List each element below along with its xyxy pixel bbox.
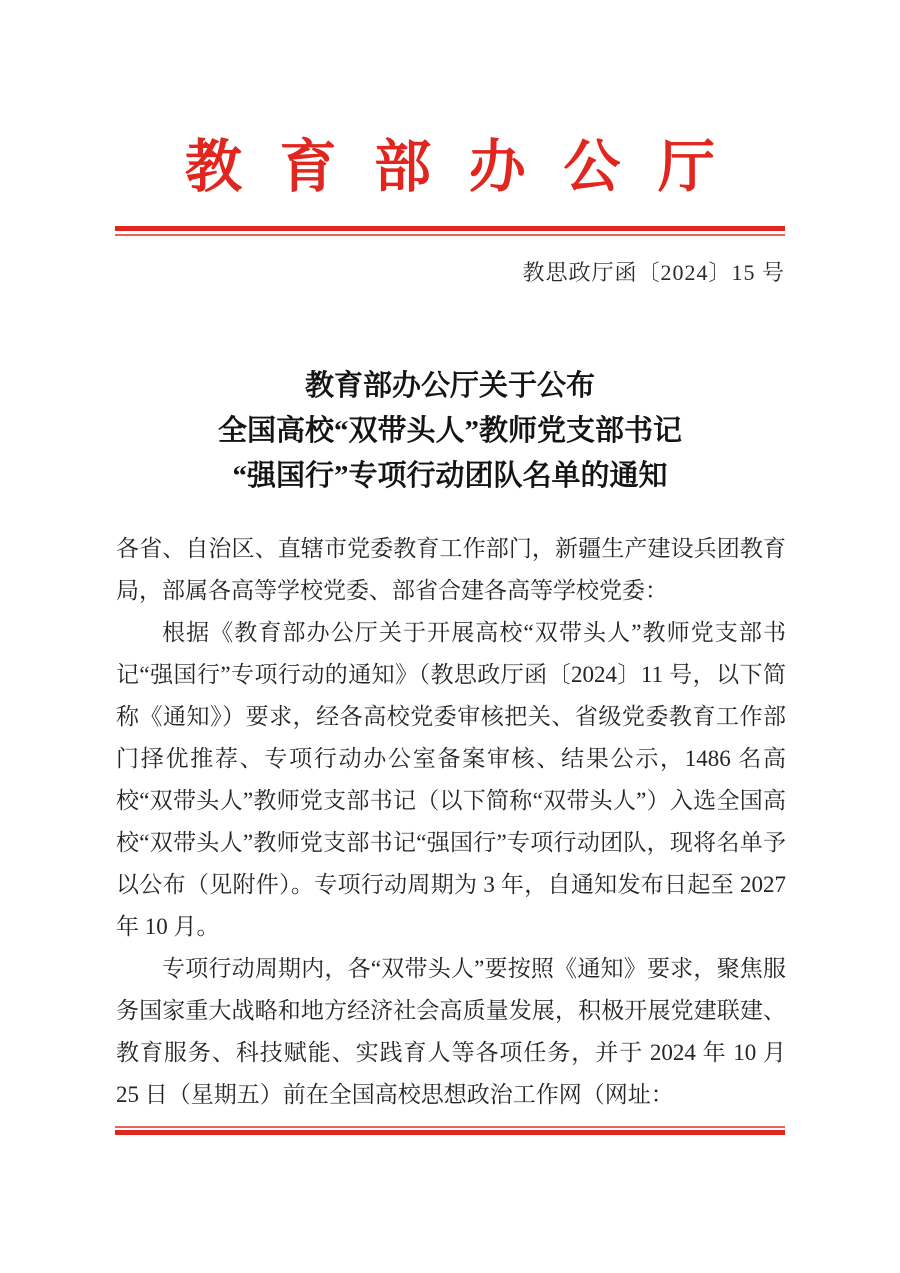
notice-title-line-2: 全国高校“双带头人”教师党支部书记 bbox=[217, 415, 682, 447]
salutation-line: 各省、自治区、直辖市党委教育工作部门，新疆生产建设兵团教育局，部属各高等学校党委、部省合建各高等学校党委： bbox=[116, 536, 786, 603]
notice-title bbox=[0, 364, 900, 499]
document-body bbox=[116, 528, 786, 1116]
footer-divider bbox=[115, 1126, 785, 1135]
letterhead-divider bbox=[115, 226, 785, 236]
notice-title-line-3: “强国行”专项行动团队名单的通知 bbox=[232, 460, 668, 492]
footer-divider-thick-rule bbox=[115, 1130, 785, 1135]
agency-letterhead-title: 教育部办公厅 bbox=[184, 136, 753, 199]
notice-title-line-1: 教育部办公厅关于公布 bbox=[304, 370, 595, 402]
letterhead-divider-thick-rule bbox=[115, 226, 785, 231]
letterhead-divider-thin-rule bbox=[115, 234, 785, 236]
body-paragraph-1: 根据《教育部办公厅关于开展高校“双带头人”教师党支部书记“强国行”专项行动的通知》（教思政厅函〔2024〕11 号，以下简称《通知》）要求，经各高校党委审核把关、省级党委教育工作部门择优推荐、专项行动办公室备案审核、结果公示，1486 名高校“双带头人”教师党支部书记（以下简称“双带头人”）入选全国高校“双带头人”教师党支部书记“强国行”专项行动团队，现将名单予以公布（见附件）。专项行动周期为 3 年，自通知发布日起至 2027 年 10 月。 bbox=[116, 620, 786, 939]
body-paragraph-2: 专项行动周期内，各“双带头人”要按照《通知》要求，聚焦服务国家重大战略和地方经济社会高质量发展，积极开展党建联建、教育服务、科技赋能、实践育人等各项任务，并于 2024 年 10 月 25 日（星期五）前在全国高校思想政治工作网（网址： bbox=[116, 956, 786, 1107]
footer-divider-thin-rule bbox=[115, 1126, 785, 1128]
document-reference-number: 教思政厅函〔2024〕15 号 bbox=[522, 260, 785, 285]
